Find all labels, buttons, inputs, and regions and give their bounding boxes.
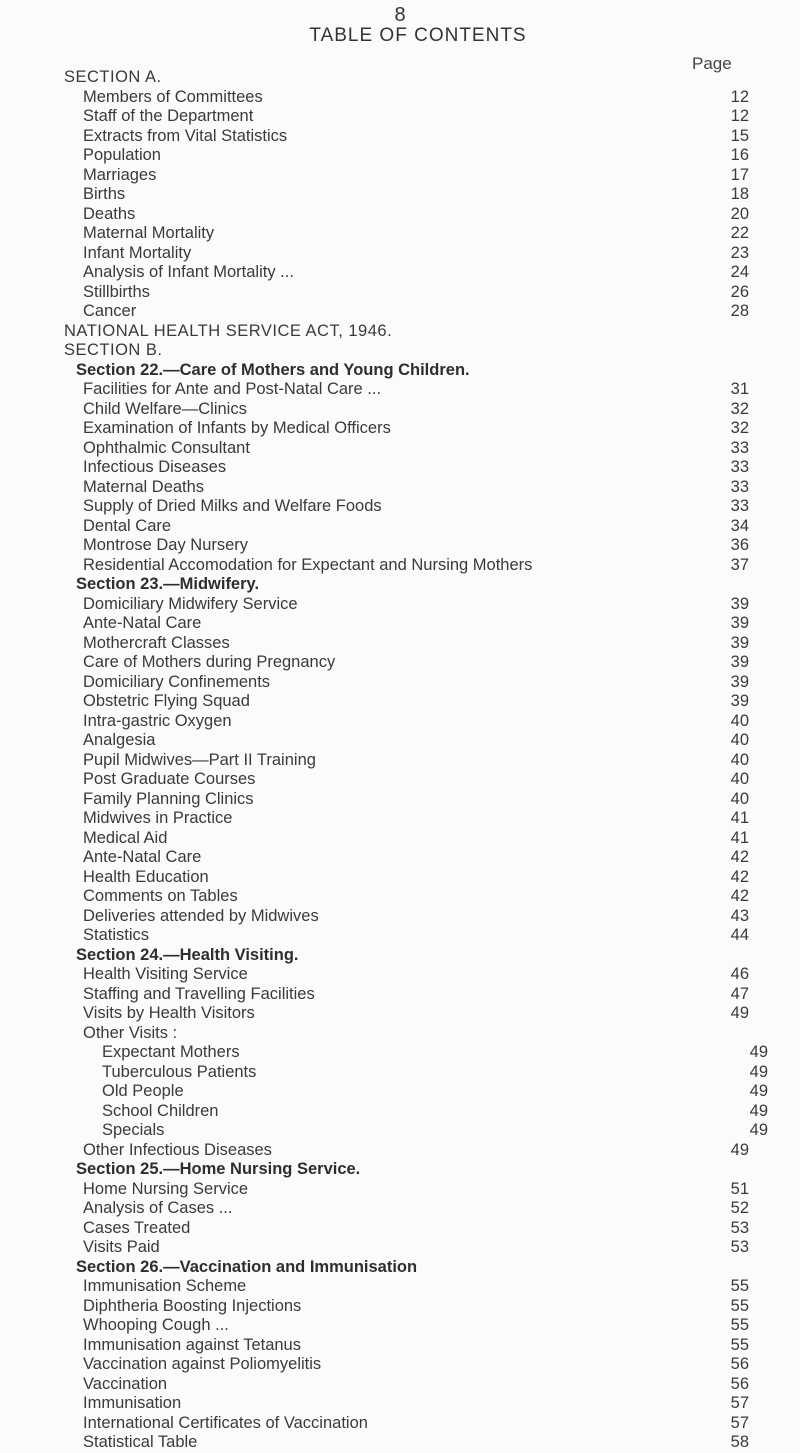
subsection-heading: [76, 1160, 742, 1180]
toc-entry: [83, 263, 749, 283]
page-column-heading: Page: [692, 54, 732, 73]
toc-entry-page: 33: [730, 497, 749, 515]
toc-entry: [102, 1063, 768, 1083]
toc-entry-page: 56: [730, 1355, 749, 1373]
toc-entry-label: Marriages: [83, 165, 157, 184]
toc-entry-label: Diphtheria Boosting Injections: [83, 1296, 302, 1315]
toc-entry-page: 36: [730, 536, 749, 554]
toc-entry-label: Examination of Infants by Medical Officers: [83, 419, 391, 437]
toc-entry-page: 53: [730, 1238, 749, 1256]
toc-entry: [83, 1024, 749, 1044]
toc-entry-page: 32: [730, 419, 749, 437]
toc-entry-label: Expectant Mothers: [102, 1043, 240, 1061]
page-number: 8: [394, 4, 406, 26]
toc-entry-label: Tuberculous Patients: [102, 1062, 257, 1081]
toc-entry-label: Analgesia: [83, 731, 156, 749]
toc-entry-page: 47: [730, 984, 749, 1003]
toc-entry: [102, 1043, 768, 1063]
toc-entry-label: Health Visiting Service: [83, 965, 248, 983]
toc-entry: [83, 1336, 749, 1356]
toc-entry-page: 43: [730, 906, 749, 925]
toc-entry: [83, 1316, 749, 1336]
toc-entry: [83, 907, 749, 927]
toc-entry-label: Whooping Cough ...: [83, 1316, 229, 1334]
toc-entry: [102, 1082, 768, 1102]
toc-entry: [83, 166, 749, 186]
toc-entry: [83, 634, 749, 654]
toc-entry-label: Infectious Diseases: [83, 458, 227, 476]
toc-entry: [83, 497, 749, 517]
toc-entry-page: 55: [730, 1316, 749, 1334]
toc-entry-page: 24: [730, 263, 749, 281]
toc-entry: [83, 1433, 749, 1453]
subsection-heading-label: Section 24.—Health Visiting.: [76, 945, 299, 964]
toc-entry-label: Post Graduate Courses: [83, 770, 256, 788]
toc-entry-page: 44: [730, 926, 749, 944]
toc-entry-page: 42: [730, 848, 749, 866]
toc-entry-page: 39: [730, 653, 749, 671]
toc-entry: [83, 1355, 749, 1375]
toc-entry-page: 42: [730, 867, 749, 886]
toc-entry: [83, 770, 749, 790]
toc-entry-label: Births: [83, 185, 126, 203]
toc-entry-page: 16: [730, 146, 749, 164]
toc-entry-label: Montrose Day Nursery: [83, 536, 249, 554]
toc-entry: [83, 653, 749, 673]
toc-entry-page: 57: [730, 1394, 749, 1412]
toc-entry: [83, 848, 749, 868]
toc-entry-label: Vaccination against Poliomyelitis: [83, 1355, 322, 1373]
toc-entry-label: Health Education: [83, 867, 209, 886]
toc-entry: [102, 1102, 768, 1122]
toc-entry: [83, 1277, 749, 1297]
toc-entry-page: 18: [730, 185, 749, 203]
toc-entry-label: Analysis of Infant Mortality ...: [83, 263, 294, 281]
toc-entry-page: 53: [730, 1218, 749, 1237]
toc-entry-page: 58: [730, 1433, 749, 1451]
toc-entry: [83, 146, 749, 166]
toc-entry-label: Old People: [102, 1082, 184, 1100]
toc-entry: [83, 809, 749, 829]
toc-entry-label: Visits by Health Visitors: [83, 1004, 255, 1022]
toc-entry-label: Facilities for Ante and Post-Natal Care ...: [83, 380, 382, 398]
toc-entry-page: 49: [749, 1121, 768, 1139]
toc-entry-label: Cases Treated: [83, 1218, 191, 1237]
toc-entry-label: Supply of Dried Milks and Welfare Foods: [83, 497, 382, 515]
toc-entry-label: Immunisation against Tetanus: [83, 1335, 301, 1354]
subsection-heading-label: Section 26.—Vaccination and Immunisation: [76, 1257, 418, 1276]
toc-entry: [83, 692, 749, 712]
toc-entry-page: 32: [730, 399, 749, 418]
toc-entry-label: Comments on Tables: [83, 887, 238, 905]
toc-entry-label: International Certificates of Vaccination: [83, 1413, 368, 1432]
toc-entry-page: 40: [730, 750, 749, 769]
toc-entry-label: Infant Mortality: [83, 243, 192, 262]
toc-entry-label: Statistical Table: [83, 1433, 198, 1451]
toc-entry-page: 55: [730, 1277, 749, 1295]
toc-entry: [83, 712, 749, 732]
toc-entry-label: Home Nursing Service: [83, 1179, 249, 1198]
toc-entry: [83, 458, 749, 478]
toc-entry: [83, 517, 749, 537]
toc-entry: [83, 1219, 749, 1239]
toc-entry: [83, 302, 749, 322]
toc-entry-page: 41: [730, 809, 749, 827]
toc-entry-label: Dental Care: [83, 516, 172, 535]
toc-entry-label: Pupil Midwives—Part II Training: [83, 750, 316, 769]
toc-entry: [83, 1238, 749, 1258]
toc-entry: [83, 439, 749, 459]
toc-entry-page: 40: [730, 770, 749, 788]
toc-entry-label: Statistics: [83, 926, 150, 944]
toc-entry: [83, 1180, 749, 1200]
section-a-heading-label: SECTION A.: [64, 68, 162, 86]
toc-entry: [83, 614, 749, 634]
toc-entry: [83, 536, 749, 556]
section-a-heading: [64, 68, 730, 88]
toc-entry-label: Immunisation Scheme: [83, 1277, 247, 1295]
toc-entry-page: 39: [730, 692, 749, 710]
toc-entry: [102, 1121, 768, 1141]
toc-entry: [83, 731, 749, 751]
toc-entry-page: 17: [730, 165, 749, 184]
toc-entry: [83, 829, 749, 849]
toc-entry-page: 41: [730, 828, 749, 847]
toc-entry-label: Specials: [102, 1121, 165, 1139]
subsection-heading-label: Section 22.—Care of Mothers and Young Children.: [76, 360, 470, 379]
toc-entry: [83, 205, 749, 225]
toc-entry-label: Analysis of Cases ...: [83, 1199, 233, 1217]
act-heading: [64, 322, 730, 342]
toc-entry-label: Staffing and Travelling Facilities: [83, 984, 315, 1003]
toc-entry: [83, 107, 749, 127]
toc-entry-label: Mothercraft Classes: [83, 633, 230, 652]
toc-entry-label: Care of Mothers during Pregnancy: [83, 653, 336, 671]
toc-entry: [83, 224, 749, 244]
toc-entry-page: 49: [749, 1101, 768, 1120]
toc-entry-label: Immunisation: [83, 1394, 182, 1412]
toc-entry-page: 40: [730, 731, 749, 749]
table-of-contents: [64, 52, 768, 1453]
toc-entry-label: Cancer: [83, 302, 137, 320]
toc-entry-label: Ante-Natal Care: [83, 848, 202, 866]
toc-entry: [83, 1199, 749, 1219]
toc-entry-label: Ante-Natal Care: [83, 614, 202, 632]
toc-entry-page: 12: [730, 107, 749, 125]
toc-entry: [83, 400, 749, 420]
toc-entry: [83, 185, 749, 205]
subsection-heading-label: Section 23.—Midwifery.: [76, 575, 260, 593]
toc-entry-page: 49: [749, 1062, 768, 1081]
toc-entry-page: 42: [730, 887, 749, 905]
toc-entry-page: 33: [730, 477, 749, 496]
toc-entry-page: 31: [730, 380, 749, 398]
subsection-heading-label: Section 25.—Home Nursing Service.: [76, 1160, 361, 1178]
subsection-heading: [76, 575, 742, 595]
section-b-heading-label: SECTION B.: [64, 341, 163, 359]
toc-entry-page: 20: [730, 204, 749, 223]
subsection-heading: [76, 946, 742, 966]
toc-entry-page: 51: [730, 1179, 749, 1198]
subsection-heading: [76, 1258, 742, 1278]
toc-entry-label: Other Visits :: [83, 1023, 178, 1042]
toc-entry-page: 22: [730, 224, 749, 242]
toc-entry-page: 40: [730, 711, 749, 730]
section-b-heading: [64, 341, 730, 361]
toc-entry-label: Maternal Mortality: [83, 224, 215, 242]
toc-entry: [83, 595, 749, 615]
toc-entry: [83, 868, 749, 888]
toc-entry-label: Residential Accomodation for Expectant and Nursing Mothers: [83, 555, 533, 574]
toc-entry-page: 56: [730, 1374, 749, 1393]
toc-entry-page: 49: [730, 1004, 749, 1022]
toc-entry-page: 23: [730, 243, 749, 262]
toc-entry-label: Ophthalmic Consultant: [83, 438, 250, 457]
toc-entry-page: 33: [730, 458, 749, 476]
toc-entry: [83, 1414, 749, 1434]
toc-entry: [83, 380, 749, 400]
toc-entry-page: 26: [730, 282, 749, 301]
toc-entry-page: 57: [730, 1413, 749, 1432]
toc-entry: [83, 887, 749, 907]
toc-entry-label: Child Welfare—Clinics: [83, 399, 247, 418]
toc-entry-page: 49: [730, 1140, 749, 1159]
toc-entry: [83, 673, 749, 693]
toc-entry: [83, 1394, 749, 1414]
toc-entry-label: Staff of the Department: [83, 107, 254, 125]
toc-entry-label: Family Planning Clinics: [83, 789, 254, 808]
toc-entry-label: Midwives in Practice: [83, 809, 233, 827]
toc-entry-page: 46: [730, 965, 749, 983]
toc-entry: [83, 965, 749, 985]
toc-entry: [83, 419, 749, 439]
toc-entry-page: 52: [730, 1199, 749, 1217]
toc-entry-page: 55: [730, 1335, 749, 1354]
toc-entry: [83, 1375, 749, 1395]
toc-entry-page: 39: [730, 614, 749, 632]
toc-entry-label: School Children: [102, 1101, 219, 1120]
toc-entry: [83, 1004, 749, 1024]
toc-entry-label: Obstetric Flying Squad: [83, 692, 250, 710]
act-heading-label: NATIONAL HEALTH SERVICE ACT, 1946.: [64, 321, 393, 340]
toc-entry: [83, 244, 749, 264]
toc-entry-label: Domiciliary Confinements: [83, 672, 271, 691]
toc-entry-label: Domiciliary Midwifery Service: [83, 594, 298, 613]
toc-entry: [83, 926, 749, 946]
toc-entry-label: Members of Committees: [83, 87, 263, 106]
toc-entry-label: Deliveries attended by Midwives: [83, 906, 319, 925]
toc-entry-page: 34: [730, 516, 749, 535]
toc-entry: [83, 1297, 749, 1317]
toc-entry-page: 28: [730, 302, 749, 320]
toc-entry-page: 49: [749, 1082, 768, 1100]
toc-entry: [83, 88, 749, 108]
toc-entry-label: Medical Aid: [83, 828, 168, 847]
subsection-heading: [76, 361, 742, 381]
toc-entry: [83, 556, 749, 576]
toc-entry-page: 12: [730, 87, 749, 106]
toc-entry-page: 15: [730, 126, 749, 145]
toc-entry-page: 33: [730, 438, 749, 457]
toc-entry-page: 55: [730, 1296, 749, 1315]
toc-entry-label: Stillbirths: [83, 282, 150, 301]
toc-entry-page: 39: [730, 633, 749, 652]
toc-entry-page: 49: [749, 1043, 768, 1061]
toc-entry: [83, 790, 749, 810]
toc-entry-label: Vaccination: [83, 1374, 168, 1393]
toc-entry-page: 37: [730, 555, 749, 574]
toc-entry-label: Population: [83, 146, 161, 164]
toc-entry-label: Deaths: [83, 204, 136, 223]
toc-entry-label: Intra-gastric Oxygen: [83, 711, 232, 730]
toc-entry-label: Maternal Deaths: [83, 477, 205, 496]
toc-entry: [83, 985, 749, 1005]
toc-entry-page: 39: [730, 594, 749, 613]
toc-entry-page: 39: [730, 672, 749, 691]
toc-entry-page: 40: [730, 789, 749, 808]
toc-entry: [83, 751, 749, 771]
page-title: TABLE OF CONTENTS: [309, 25, 527, 46]
toc-entry-label: Visits Paid: [83, 1238, 160, 1256]
toc-entry: [83, 478, 749, 498]
toc-entry: [83, 127, 749, 147]
toc-entry-label: Other Infectious Diseases: [83, 1140, 272, 1159]
toc-entry: [83, 1141, 749, 1161]
toc-entry-label: Extracts from Vital Statistics: [83, 126, 288, 145]
toc-entry: [83, 283, 749, 303]
